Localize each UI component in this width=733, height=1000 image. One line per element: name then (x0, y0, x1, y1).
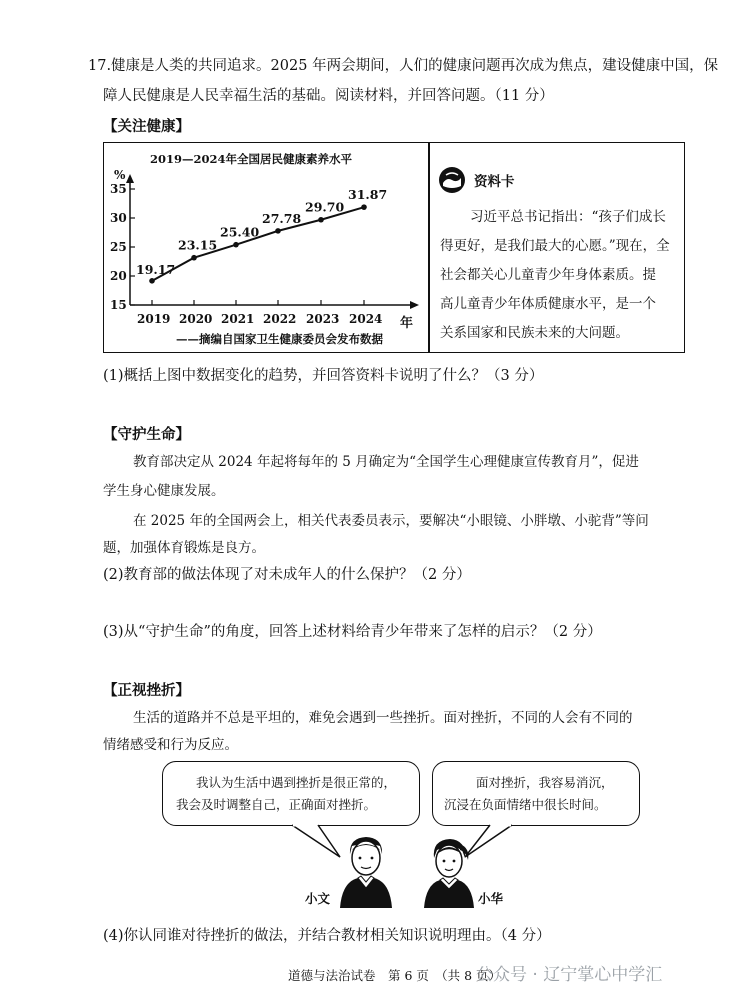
x-tick-label: 2024 (349, 312, 383, 326)
bubble-left-line-1: 我认为生活中遇到挫折是很正常的， (196, 775, 397, 790)
data-point (361, 204, 367, 210)
info-card-icon (438, 166, 466, 194)
info-card-line-2: 得更好，是我们最大的心愿。”现在，全 (440, 238, 670, 254)
health-literacy-chart (104, 143, 428, 352)
data-point (318, 217, 324, 223)
info-card-line-5: 关系国家和民族未来的大问题。 (440, 325, 629, 341)
question-4: (4)你认同谁对待挫折的做法，并结合教材相关知识说明理由。（4 分） (103, 928, 551, 944)
data-point (149, 278, 155, 284)
data-point (191, 255, 197, 261)
bubble-right-line-2: 沉浸在负面情绪中很长时间。 (444, 797, 607, 812)
data-label: 25.40 (220, 224, 260, 240)
x-axis-arrow (410, 301, 419, 309)
info-card-line-4: 高儿童青少年体质健康水平，是一个 (440, 296, 656, 312)
x-axis-label: 年 (400, 316, 414, 331)
y-axis-arrow (126, 174, 134, 183)
chart-source: ——摘编自国家卫生健康委员会发布数据 (176, 332, 383, 346)
name-xiaowen: 小文 (305, 891, 331, 906)
y-axis-unit: % (114, 168, 126, 182)
y-tick-label: 35 (110, 182, 127, 196)
question-17-line2: 障人民健康是人民幸福生活的基础。阅读材料，并回答问题。（11 分） (103, 88, 554, 104)
data-label: 19.17 (136, 261, 176, 277)
bubble-right-line-1: 面对挫折，我容易消沉， (476, 775, 614, 790)
x-tick-label: 2020 (179, 312, 213, 326)
y-tick-label: 20 (110, 269, 127, 283)
setback-para-line-2: 情绪感受和行为反应。 (103, 737, 238, 753)
chart-title: 2019—2024年全国居民健康素养水平 (150, 152, 353, 166)
y-tick-label: 25 (110, 240, 127, 254)
frame-divider (428, 142, 430, 353)
x-tick-label: 2023 (306, 312, 340, 326)
girl-illustration (420, 834, 480, 908)
boy-illustration (336, 832, 396, 908)
x-tick-label: 2019 (137, 312, 171, 326)
setback-para-line-1: 生活的道路并不总是平坦的，难免会遇到一些挫折。面对挫折，不同的人会有不同的 (133, 710, 633, 726)
name-xiaohua: 小华 (478, 891, 504, 906)
para-1-line-2: 学生身心健康发展。 (103, 483, 225, 499)
section-heading-setback: 【正视挫折】 (103, 682, 190, 699)
section-heading-health: 【关注健康】 (103, 118, 190, 135)
data-label: 29.70 (305, 199, 345, 215)
watermark: 公众号 · 辽宁掌心中学汇 (476, 965, 663, 985)
data-label: 31.87 (348, 187, 388, 203)
data-point (275, 228, 281, 234)
para-1-line-1: 教育部决定从 2024 年起将每年的 5 月确定为“全国学生心理健康宣传教育月”，促进 (133, 454, 639, 470)
page-footer: 道德与法治试卷 第 6 页 （共 8 页） (288, 968, 502, 983)
x-tick-label: 2021 (221, 312, 255, 326)
question-3: (3)从“守护生命”的角度，回答上述材料给青少年带来了怎样的启示？（2 分） (103, 624, 602, 640)
data-label: 23.15 (178, 237, 218, 253)
para-2-line-1: 在 2025 年的全国两会上，相关代表委员表示，要解决“小眼镜、小胖墩、小驼背”等问 (133, 513, 649, 529)
y-tick-label: 15 (110, 298, 127, 312)
question-2: (2)教育部的做法体现了对未成年人的什么保护？（2 分） (103, 567, 471, 583)
question-17-line1: 17.健康是人类的共同追求。2025 年两会期间，人们的健康问题再次成为焦点，建设健康中国，保 (88, 58, 719, 74)
y-tick-label: 30 (110, 211, 127, 225)
question-1: (1)概括上图中数据变化的趋势，并回答资料卡说明了什么？（3 分） (103, 368, 544, 384)
x-tick-label: 2022 (263, 312, 297, 326)
info-card-line-1: 习近平总书记指出：“孩子们成长 (470, 209, 666, 225)
info-card-line-3: 社会都关心儿童青少年身体素质。提 (440, 267, 656, 283)
data-point (233, 242, 239, 248)
bubble-left-line-2: 我会及时调整自己，正确面对挫折。 (176, 797, 377, 812)
info-card-title: 资料卡 (474, 174, 515, 190)
data-label: 27.78 (262, 210, 302, 226)
para-2-line-2: 题，加强体育锻炼是良方。 (103, 540, 265, 556)
section-heading-life: 【守护生命】 (103, 426, 190, 443)
